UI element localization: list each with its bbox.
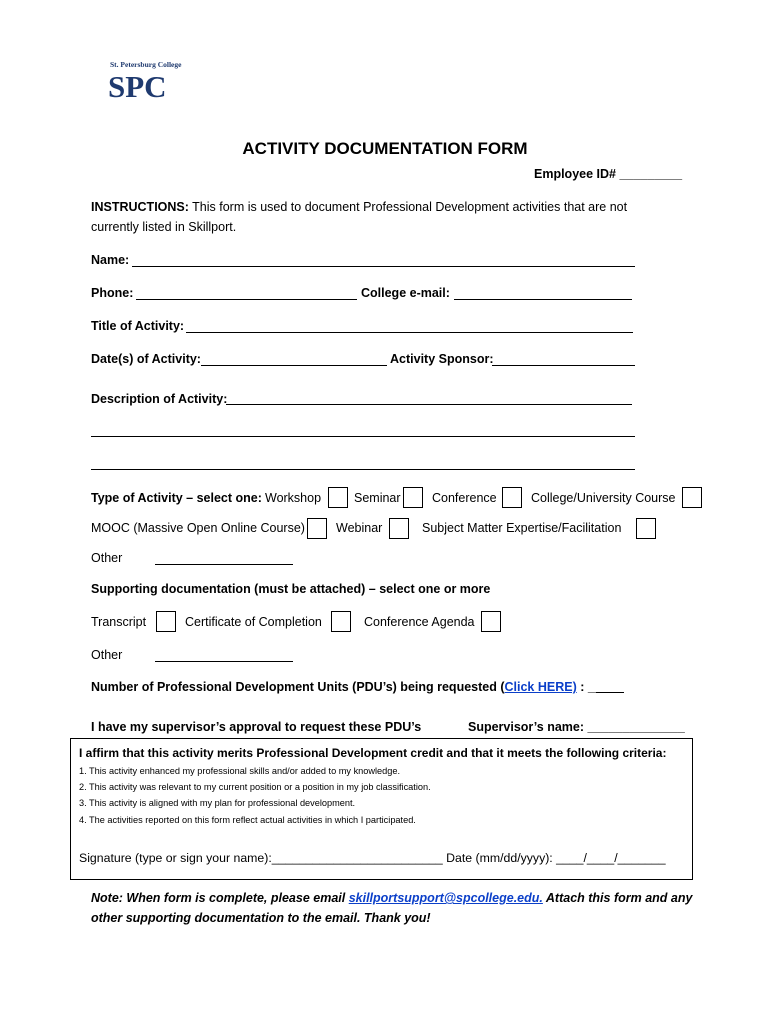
supervisor-approval: I have my supervisor’s approval to request these PDU’s <box>91 720 422 734</box>
option-workshop-label: Workshop <box>265 491 322 505</box>
instructions <box>91 200 627 214</box>
instructions-text: This form is used to document Professional Development activities that are not <box>188 200 628 214</box>
college-email-field[interactable] <box>454 299 632 300</box>
title-of-activity-field[interactable] <box>186 332 633 333</box>
spc-logo: SPC <box>108 69 167 104</box>
option-webinar-label: Webinar <box>336 521 383 535</box>
description-label: Description of Activity: <box>91 392 228 406</box>
instructions-text-2: currently listed in Skillport. <box>91 220 237 234</box>
option-college-course-label: College/University Course <box>531 491 676 505</box>
agenda-checkbox[interactable] <box>481 611 501 632</box>
name-field[interactable] <box>132 266 635 267</box>
support-email-link[interactable]: skillportsupport@spcollege.edu. <box>348 891 543 905</box>
dates-label: Date(s) of Activity: <box>91 352 201 366</box>
sme-checkbox[interactable] <box>636 518 656 539</box>
criteria-item: 1. This activity enhanced my professional skills and/or added to my knowledge. <box>79 766 401 776</box>
docs-other-field[interactable] <box>155 661 293 662</box>
description-field-line-3[interactable] <box>91 469 635 470</box>
pdu-request <box>91 680 616 694</box>
college-course-checkbox[interactable] <box>682 487 702 508</box>
note-prefix: Note: When form is complete, please email <box>91 891 349 905</box>
sponsor-field[interactable] <box>492 365 635 366</box>
supporting-docs-label: Supporting documentation (must be attached) – select one or more <box>91 582 491 596</box>
mooc-checkbox[interactable] <box>307 518 327 539</box>
certificate-checkbox[interactable] <box>331 611 351 632</box>
transcript-checkbox[interactable] <box>156 611 176 632</box>
option-certificate-label: Certificate of Completion <box>185 615 322 629</box>
pdu-field[interactable] <box>596 692 624 693</box>
option-conference-label: Conference <box>432 491 497 505</box>
activity-other-field[interactable] <box>155 564 293 565</box>
pdu-suffix: : ____ <box>576 680 616 694</box>
description-field-line-1[interactable] <box>226 404 632 405</box>
employee-id-field[interactable]: Employee ID# _________ <box>534 167 683 181</box>
webinar-checkbox[interactable] <box>389 518 409 539</box>
instructions-label: INSTRUCTIONS: <box>91 200 189 214</box>
criteria-item: 4. The activities reported on this form reflect actual activities in which I participated. <box>79 815 416 825</box>
option-agenda-label: Conference Agenda <box>364 615 475 629</box>
option-mooc-label: MOOC (Massive Open Online Course) <box>91 521 305 535</box>
dates-field[interactable] <box>201 365 387 366</box>
option-sme-label: Subject Matter Expertise/Facilitation <box>422 521 622 535</box>
title-of-activity-label: Title of Activity: <box>91 319 185 333</box>
page-title: ACTIVITY DOCUMENTATION FORM <box>242 139 528 158</box>
conference-checkbox[interactable] <box>502 487 522 508</box>
option-seminar-label: Seminar <box>354 491 401 505</box>
criteria-item: 3. This activity is aligned with my plan for professional development. <box>79 798 356 808</box>
note-line-2: other supporting documentation to the email. Thank you! <box>91 911 431 925</box>
sponsor-label: Activity Sponsor: <box>390 352 494 366</box>
pdu-label: Number of Professional Development Units (PDU’s) being requested ( <box>91 680 505 694</box>
option-transcript-label: Transcript <box>91 615 147 629</box>
phone-label: Phone: <box>91 286 134 300</box>
activity-other-label: Other <box>91 551 123 565</box>
note <box>91 891 692 905</box>
logo-college-name: St. Petersburg College <box>110 60 182 69</box>
signature-date-field[interactable]: Signature (type or sign your name):_________________________ Date (mm/dd/yyyy): ____/____/_______ <box>79 851 666 865</box>
workshop-checkbox[interactable] <box>328 487 348 508</box>
activity-type-label: Type of Activity – select one: <box>91 491 262 505</box>
docs-other-label: Other <box>91 648 123 662</box>
college-email-label: College e-mail: <box>361 286 450 300</box>
supervisor-name-field[interactable]: Supervisor’s name: ______________ <box>468 720 685 734</box>
name-label: Name: <box>91 253 130 267</box>
note-suffix: Attach this form and any <box>542 891 693 905</box>
phone-field[interactable] <box>136 299 357 300</box>
description-field-line-2[interactable] <box>91 436 635 437</box>
click-here-link[interactable]: Click HERE) <box>504 680 577 694</box>
criteria-item: 2. This activity was relevant to my current position or a position in my job classification. <box>79 782 431 792</box>
affirmation-heading: I affirm that this activity merits Professional Development credit and that it meets the following criteria: <box>79 746 667 760</box>
seminar-checkbox[interactable] <box>403 487 423 508</box>
